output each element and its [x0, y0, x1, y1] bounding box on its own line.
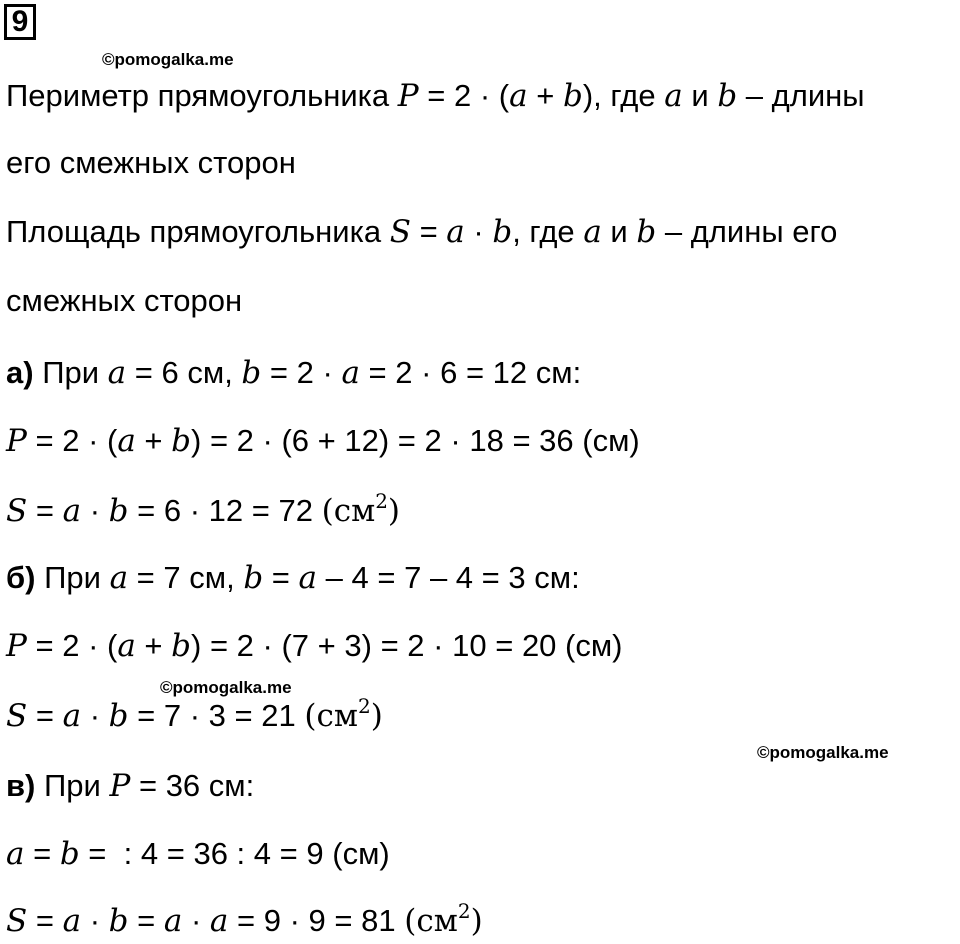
perimeter-definition-continuation: его смежных сторон [6, 145, 296, 180]
area-definition-line: Площадь прямоугольника S = a · b, где a и b – длины его [6, 214, 838, 250]
part-a-perimeter: P = 2 · (a + b) = 2 · (6 + 12) = 2 · 18 = 36 (см) [6, 423, 640, 459]
part-v-side: a = b = : 4 = 36 : 4 = 9 (см) [6, 836, 390, 872]
area-definition-continuation: смежных сторон [6, 283, 243, 318]
perimeter-definition-line: Периметр прямоугольника P = 2 · (a + b), где a и b – длины [6, 78, 865, 114]
part-b-area: S = a · b = 7 · 3 = 21 $(см^2)$ [6, 693, 383, 734]
part-a-area: S = a · b = 6 · 12 = 72 $(см^2)$ [6, 488, 401, 529]
watermark-right: ©pomogalka.me [757, 743, 889, 762]
part-v-condition: в) При P = 36 см: [6, 768, 255, 804]
watermark-top: ©pomogalka.me [102, 50, 234, 69]
watermark-middle: ©pomogalka.me [160, 678, 292, 697]
part-a-condition: а) При a = 6 см, b = 2 · a = 2 · 6 = 12 см: [6, 355, 582, 391]
part-b-condition: б) При a = 7 см, b = a – 4 = 7 – 4 = 3 см: [6, 560, 580, 596]
problem-number: 9 [4, 4, 36, 40]
part-v-area: S = a · b = a · a = 9 · 9 = 81 $(см^2)$ [6, 898, 483, 939]
part-b-perimeter: P = 2 · (a + b) = 2 · (7 + 3) = 2 · 10 = 20 (см) [6, 628, 623, 664]
